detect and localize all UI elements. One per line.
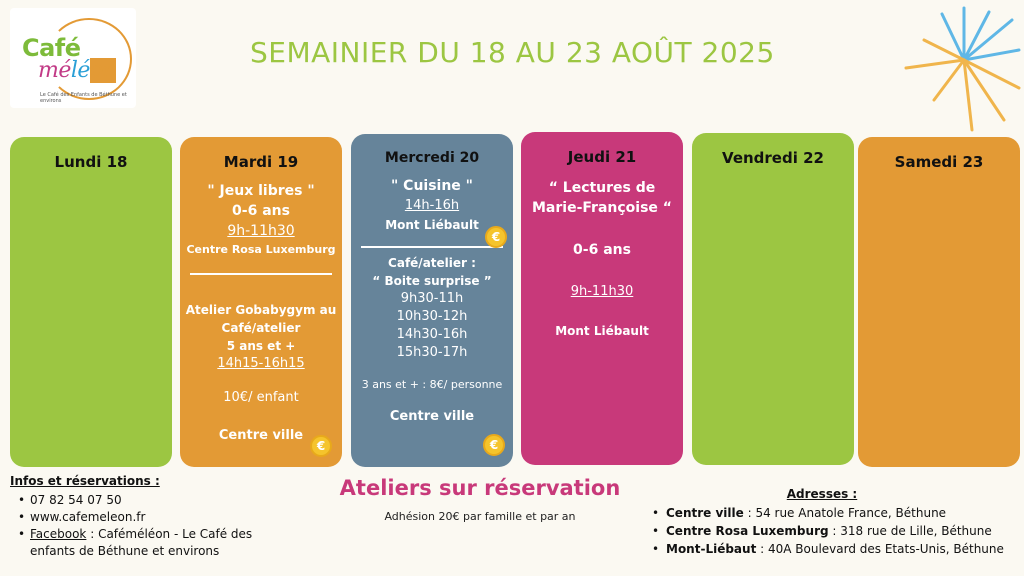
day-card-samedi	[858, 137, 1020, 467]
activity-price: 3 ans et + : 8€/ personne	[361, 378, 503, 391]
activity-time: 14h-16h	[404, 198, 460, 213]
phone-number: • 07 82 54 07 50	[10, 492, 310, 509]
activity-time: 9h-11h30	[570, 284, 634, 299]
activity-title: " Jeux libres "	[207, 183, 315, 199]
euro-coin-icon: €	[483, 434, 505, 456]
addresses-heading: Adresses :	[786, 487, 858, 501]
addresses	[650, 487, 1024, 558]
activity-title: Café/atelier	[221, 321, 301, 335]
day-card-mardi	[180, 137, 342, 467]
logo-word-cafe: Café	[22, 34, 81, 62]
activity-title: “ Lectures de	[548, 180, 656, 196]
logo-tagline: Le Café des Enfants de Béthune et environs	[40, 92, 127, 104]
euro-coin-icon: €	[485, 226, 507, 248]
day-label: Vendredi 22	[722, 149, 824, 167]
day-card-vendredi	[692, 133, 854, 465]
time-slot: 10h30-12h	[396, 309, 468, 324]
day-label: Mardi 19	[223, 153, 299, 171]
activity-age: 0-6 ans	[232, 203, 290, 219]
cafe-meleon-logo	[10, 8, 136, 108]
day-label: Samedi 23	[894, 153, 984, 171]
activity-title: “ Boite surprise ”	[372, 274, 492, 288]
activity-place: Centre ville	[389, 409, 475, 424]
activity-price: 10€/ enfant	[223, 390, 299, 405]
activity-time: 14h15-16h15	[217, 356, 305, 371]
activity-place: Centre ville	[218, 428, 304, 443]
activity-title: Marie-Françoise “	[532, 200, 672, 216]
website-link[interactable]: • www.cafemeleon.fr	[10, 509, 310, 526]
reservation-note	[300, 476, 660, 523]
fireworks-decoration	[864, 0, 1024, 140]
activity-title: Atelier Gobabygym au	[185, 303, 337, 317]
membership-note: Adhésion 20€ par famille et par an	[384, 510, 576, 523]
address-item: • Centre ville : 54 rue Anatole France, Béthune	[650, 504, 1024, 522]
day-card-jeudi	[521, 132, 683, 465]
day-label: Lundi 18	[54, 153, 128, 171]
activity-place: Mont Liébault	[555, 324, 649, 338]
time-slot: 15h30-17h	[396, 345, 468, 360]
day-card-lundi	[10, 137, 172, 467]
address-item: • Mont-Liébaut : 40A Boulevard des Etats-Unis, Béthune	[650, 540, 1024, 558]
activity-age: 0-6 ans	[573, 242, 631, 258]
day-label: Jeudi 21	[567, 148, 637, 166]
activity-place: Mont Liébault	[385, 218, 479, 232]
activity-age: 5 ans et +	[226, 339, 296, 353]
facebook-text-2: enfants de Béthune et environs	[30, 544, 220, 558]
activity-title: " Cuisine "	[391, 178, 473, 194]
infos-heading: Infos et réservations :	[10, 474, 160, 488]
activity-title: Café/atelier :	[388, 256, 476, 270]
infos-reservations	[10, 474, 310, 560]
facebook-text: : Caféméléon - Le Café des	[86, 527, 253, 541]
time-slot: 14h30-16h	[396, 327, 468, 342]
activity-time: 9h-11h30	[227, 223, 295, 239]
day-label: Mercredi 20	[384, 150, 480, 166]
time-slot: 9h30-11h	[400, 291, 464, 306]
facebook-link[interactable]: Facebook	[30, 527, 87, 541]
activity-place: Centre Rosa Luxemburg	[186, 243, 336, 256]
euro-coin-icon: €	[310, 435, 332, 457]
logo-word-meleon: méléon	[38, 58, 117, 83]
day-card-mercredi	[351, 134, 513, 467]
facebook-item	[10, 526, 310, 560]
address-item: • Centre Rosa Luxemburg : 318 rue de Lille, Béthune	[650, 522, 1024, 540]
reservation-headline: Ateliers sur réservation	[339, 476, 621, 500]
page-title: SEMAINIER DU 18 AU 23 AOÛT 2025	[250, 36, 775, 69]
